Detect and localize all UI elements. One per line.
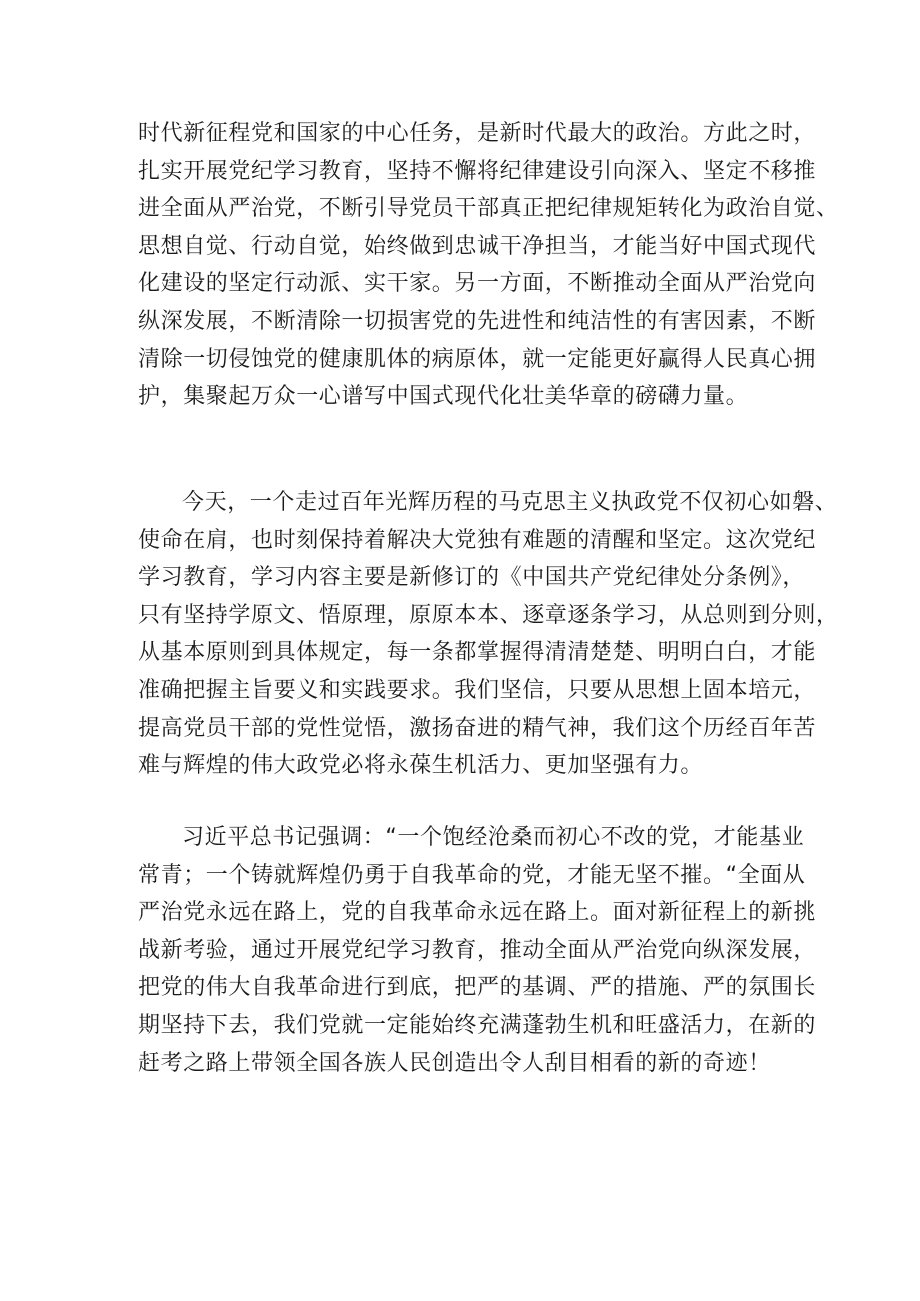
text-line: 战新考验，通过开展党纪学习教育，推动全面从严治党向纵深发展， bbox=[138, 937, 817, 963]
text-line: 进全面从严治党，不断引导党员干部真正把纪律规矩转化为政治自觉、 bbox=[138, 196, 839, 222]
text-line: 时代新征程党和国家的中心任务，是新时代最大的政治。方此之时， bbox=[138, 121, 817, 146]
text-line: 从基本原则到具体规定，每一条都掌握得清清楚楚、明明白白，才能 bbox=[138, 640, 817, 666]
text-line: 思想自觉、行动自觉，始终做到忠诚干净担当，才能当好中国式现代 bbox=[138, 233, 817, 259]
text-line: 严治党永远在路上，党的自我革命永远在路上。面对新征程上的新挑 bbox=[138, 900, 817, 926]
text-line-first: 习近平总书记强调：“一个饱经沧桑而初心不改的党，才能基业 bbox=[182, 825, 805, 850]
text-line: 清除一切侵蚀党的健康肌体的病原体，就一定能更好赢得人民真心拥 bbox=[138, 346, 817, 372]
text-line: 难与辉煌的伟大政党必将永葆生机活力、更加坚强有力。 bbox=[138, 753, 704, 779]
paragraph-2 bbox=[138, 484, 839, 785]
text-line: 使命在肩，也时刻保持着解决大党独有难题的清醒和坚定。这次党纪 bbox=[138, 527, 817, 553]
text-line: 学习教育，学习内容主要是新修订的《中国共产党纪律处分条例》， bbox=[138, 565, 806, 591]
paragraph-3 bbox=[138, 819, 817, 1082]
text-line: 提高党员干部的党性觉悟，激扬奋进的精气神，我们这个历经百年苦 bbox=[138, 715, 817, 741]
text-line: 扎实开展党纪学习教育，坚持不懈将纪律建设引向深入、坚定不移推 bbox=[138, 158, 817, 184]
text-line: 纵深发展，不断清除一切损害党的先进性和纯洁性的有害因素，不断 bbox=[138, 308, 817, 334]
text-line: 只有坚持学原文、悟原理，原原本本、逐章逐条学习，从总则到分则， bbox=[138, 602, 839, 628]
text-line-first: 今天，一个走过百年光辉历程的马克思主义执政党不仅初心如磐、 bbox=[182, 490, 838, 515]
text-line: 护，集聚起万众一心谱写中国式现代化壮美华章的磅礴力量。 bbox=[138, 384, 749, 410]
text-line: 期坚持下去，我们党就一定能始终充满蓬勃生机和旺盛活力，在新的 bbox=[138, 1012, 817, 1038]
paragraph-1 bbox=[138, 115, 839, 416]
text-line: 化建设的坚定行动派、实干家。另一方面，不断推动全面从严治党向 bbox=[138, 271, 817, 297]
text-line: 赶考之路上带领全国各族人民创造出令人刮目相看的新的奇迹！ bbox=[138, 1050, 771, 1076]
text-line: 常青；一个铸就辉煌仍勇于自我革命的党，才能无坚不摧。“全面从 bbox=[138, 862, 806, 888]
text-line: 把党的伟大自我革命进行到底，把严的基调、严的措施、严的氛围长 bbox=[138, 975, 817, 1001]
text-line: 准确把握主旨要义和实践要求。我们坚信，只要从思想上固本培元， bbox=[138, 677, 817, 703]
